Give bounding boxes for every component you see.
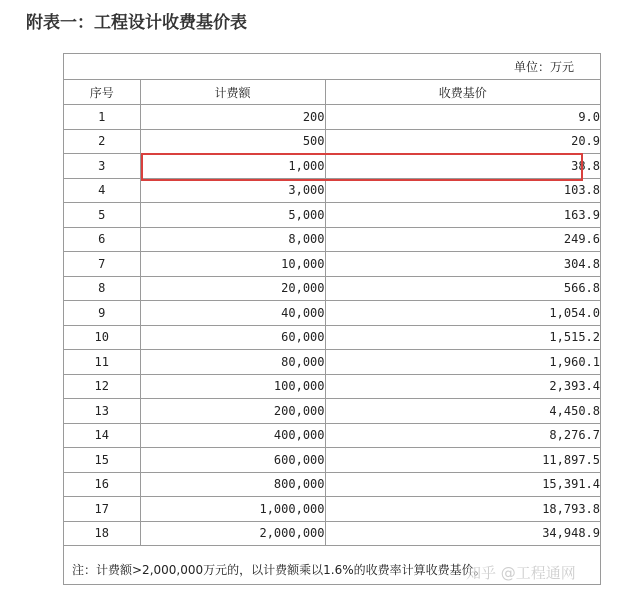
amount-cell: 60,000 bbox=[140, 325, 325, 350]
unit-label: 单位：万元 bbox=[64, 54, 600, 80]
base-price-cell: 9.0 bbox=[325, 105, 600, 130]
seq-cell: 13 bbox=[64, 399, 140, 424]
table-row bbox=[64, 301, 600, 326]
table-row bbox=[64, 497, 600, 522]
table-row bbox=[64, 129, 600, 154]
base-price-cell: 1,054.0 bbox=[325, 301, 600, 326]
table-row bbox=[64, 325, 600, 350]
table-row bbox=[64, 105, 600, 130]
table-row bbox=[64, 252, 600, 277]
base-price-cell: 4,450.8 bbox=[325, 399, 600, 424]
amount-cell: 200 bbox=[140, 105, 325, 130]
footnote: 注：计费额>2,000,000万元的，以计费额乘以1.6%的收费率计算收费基价。 bbox=[72, 563, 486, 577]
page-title: 附表一：工程设计收费基价表 bbox=[26, 13, 247, 33]
seq-cell: 7 bbox=[64, 252, 140, 277]
table-row bbox=[64, 399, 600, 424]
amount-cell: 200,000 bbox=[140, 399, 325, 424]
seq-cell: 9 bbox=[64, 301, 140, 326]
base-price-cell: 1,960.1 bbox=[325, 350, 600, 375]
seq-cell: 15 bbox=[64, 448, 140, 473]
base-price-cell: 566.8 bbox=[325, 276, 600, 301]
table-row bbox=[64, 178, 600, 203]
watermark: 知乎 @工程通网 bbox=[466, 564, 576, 582]
amount-cell: 100,000 bbox=[140, 374, 325, 399]
fee-table-container bbox=[63, 53, 601, 585]
seq-cell: 1 bbox=[64, 105, 140, 130]
base-price-cell: 249.6 bbox=[325, 227, 600, 252]
amount-cell: 2,000,000 bbox=[140, 521, 325, 546]
seq-cell: 5 bbox=[64, 203, 140, 228]
seq-cell: 18 bbox=[64, 521, 140, 546]
table-row bbox=[64, 276, 600, 301]
amount-cell: 600,000 bbox=[140, 448, 325, 473]
fee-table bbox=[64, 80, 600, 546]
table-row bbox=[64, 227, 600, 252]
table-row bbox=[64, 448, 600, 473]
base-price-cell: 11,897.5 bbox=[325, 448, 600, 473]
base-price-cell: 20.9 bbox=[325, 129, 600, 154]
seq-cell: 16 bbox=[64, 472, 140, 497]
amount-cell: 1,000,000 bbox=[140, 497, 325, 522]
amount-cell: 400,000 bbox=[140, 423, 325, 448]
seq-cell: 10 bbox=[64, 325, 140, 350]
amount-cell: 500 bbox=[140, 129, 325, 154]
table-row bbox=[64, 203, 600, 228]
amount-cell: 40,000 bbox=[140, 301, 325, 326]
header-base-price: 收费基价 bbox=[325, 80, 600, 105]
amount-cell: 800,000 bbox=[140, 472, 325, 497]
table-row bbox=[64, 374, 600, 399]
table-row bbox=[64, 154, 600, 179]
base-price-cell: 38.8 bbox=[325, 154, 600, 179]
base-price-cell: 8,276.7 bbox=[325, 423, 600, 448]
seq-cell: 4 bbox=[64, 178, 140, 203]
base-price-cell: 103.8 bbox=[325, 178, 600, 203]
table-row bbox=[64, 472, 600, 497]
base-price-cell: 18,793.8 bbox=[325, 497, 600, 522]
amount-cell: 20,000 bbox=[140, 276, 325, 301]
header-seq: 序号 bbox=[64, 80, 140, 105]
header-amount: 计费额 bbox=[140, 80, 325, 105]
amount-cell: 1,000 bbox=[140, 154, 325, 179]
seq-cell: 2 bbox=[64, 129, 140, 154]
base-price-cell: 15,391.4 bbox=[325, 472, 600, 497]
seq-cell: 6 bbox=[64, 227, 140, 252]
table-row bbox=[64, 350, 600, 375]
base-price-cell: 304.8 bbox=[325, 252, 600, 277]
base-price-cell: 1,515.2 bbox=[325, 325, 600, 350]
amount-cell: 80,000 bbox=[140, 350, 325, 375]
seq-cell: 17 bbox=[64, 497, 140, 522]
base-price-cell: 2,393.4 bbox=[325, 374, 600, 399]
seq-cell: 3 bbox=[64, 154, 140, 179]
table-row bbox=[64, 521, 600, 546]
table-header-row bbox=[64, 80, 600, 105]
base-price-cell: 34,948.9 bbox=[325, 521, 600, 546]
seq-cell: 12 bbox=[64, 374, 140, 399]
amount-cell: 10,000 bbox=[140, 252, 325, 277]
seq-cell: 8 bbox=[64, 276, 140, 301]
amount-cell: 5,000 bbox=[140, 203, 325, 228]
amount-cell: 8,000 bbox=[140, 227, 325, 252]
table-row bbox=[64, 423, 600, 448]
amount-cell: 3,000 bbox=[140, 178, 325, 203]
base-price-cell: 163.9 bbox=[325, 203, 600, 228]
seq-cell: 14 bbox=[64, 423, 140, 448]
seq-cell: 11 bbox=[64, 350, 140, 375]
